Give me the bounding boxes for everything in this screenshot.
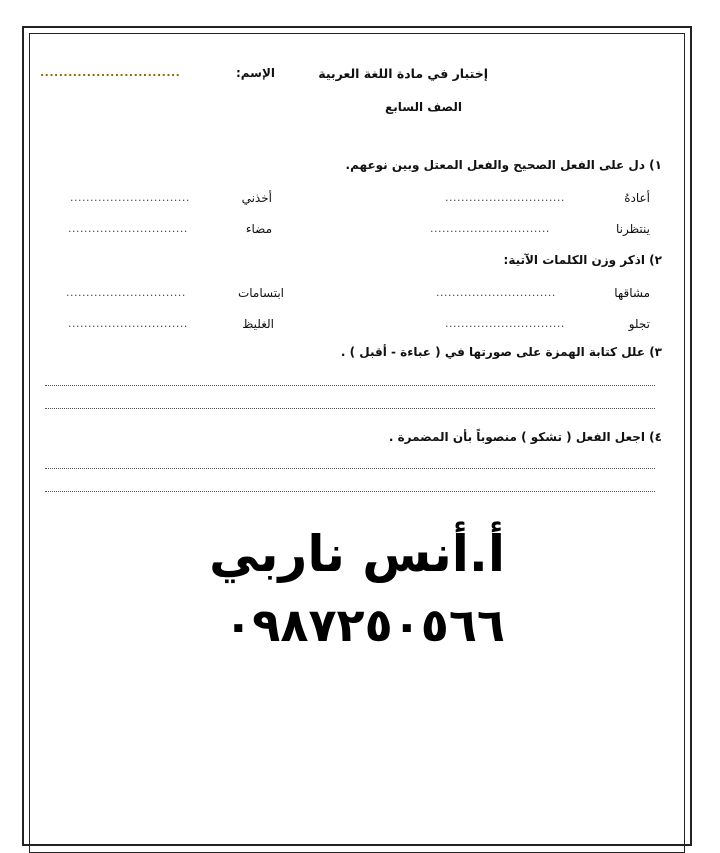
grade-label: الصف السابع: [385, 100, 462, 114]
watermark-phone: ٠٩٨٧٢٥٠٥٦٦: [224, 598, 505, 652]
answer-line[interactable]: [45, 408, 655, 409]
answer-blank[interactable]: ..............................: [445, 191, 565, 204]
answer-blank[interactable]: ..............................: [68, 317, 188, 330]
q1-word: أخذني: [241, 191, 272, 205]
answer-blank[interactable]: ..............................: [436, 286, 556, 299]
question-2: ٢) اذكر وزن الكلمات الآتية:: [503, 253, 662, 267]
question-4: ٤) اجعل الفعل ( تشكو ) منصوباً بأن المضمرة .: [388, 430, 662, 444]
q1-word: ينتظرنا: [615, 222, 650, 236]
question-3: ٣) علل كتابة الهمزة على صورتها في ( عباءة - أقبل ) .: [340, 345, 662, 359]
q1-word: أعادهُ: [624, 191, 650, 205]
watermark-name: أ.أنس ناربي: [209, 525, 505, 583]
exam-title: إختبار في مادة اللغة العربية: [318, 66, 488, 81]
answer-blank[interactable]: ..............................: [66, 286, 186, 299]
name-label: الإسم:: [235, 66, 275, 80]
q2-word: مشاقها: [614, 286, 650, 300]
question-1: ١) دل على الفعل الصحيح والفعل المعتل وبين نوعهم.: [345, 158, 662, 172]
q1-word: مضاء: [245, 222, 272, 236]
answer-line[interactable]: [45, 385, 655, 386]
answer-blank[interactable]: ..............................: [68, 222, 188, 235]
answer-line[interactable]: [45, 491, 655, 492]
q2-word: ابتسامات: [237, 286, 284, 300]
q2-word: تجلو: [628, 317, 650, 331]
name-field[interactable]: ..............................: [40, 66, 181, 79]
answer-line[interactable]: [45, 468, 655, 469]
answer-blank[interactable]: ..............................: [445, 317, 565, 330]
q2-word: الغليظ: [242, 317, 274, 331]
answer-blank[interactable]: ..............................: [430, 222, 550, 235]
answer-blank[interactable]: ..............................: [70, 191, 190, 204]
